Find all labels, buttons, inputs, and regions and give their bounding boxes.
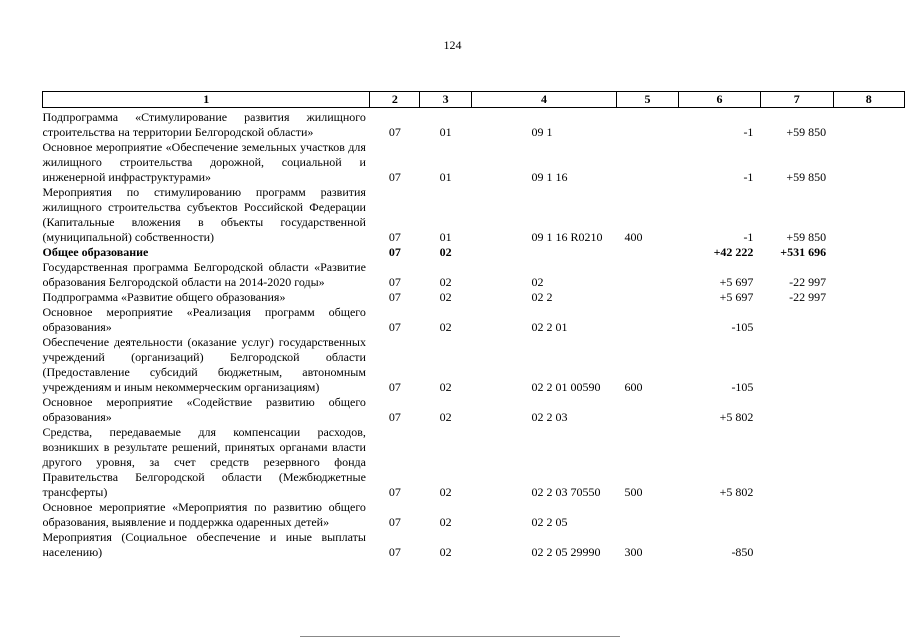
cell-s7: +59 850 — [786, 125, 827, 139]
cell-s7 — [760, 335, 833, 395]
cell-pr: 01 — [439, 125, 452, 139]
table-row — [43, 260, 905, 290]
cell-s8 — [833, 425, 904, 500]
cell-csr: 02 2 01 — [531, 320, 568, 334]
cell-csr: 02 2 03 — [531, 410, 568, 424]
cell-name: Основное мероприятие «Обеспечение земельных участков для жилищного строительства дорожной, социальной и инженерной инфраструктурами» — [42, 140, 366, 184]
cell-s8 — [833, 335, 904, 395]
cell-s6 — [678, 500, 760, 530]
column-header: 7 — [760, 92, 833, 108]
cell-s8 — [833, 305, 904, 335]
cell-s7 — [760, 425, 833, 500]
column-header: 2 — [370, 92, 420, 108]
cell-vr — [617, 260, 679, 290]
cell-csr: 02 2 — [531, 290, 553, 304]
cell-name: Подпрограмма «Стимулирование развития жилищного строительства на территории Белгородской области» — [42, 110, 366, 139]
table-row — [43, 108, 905, 141]
cell-s8 — [833, 290, 904, 305]
cell-s8 — [833, 108, 904, 141]
cell-s6: +5 802 — [719, 485, 754, 499]
cell-s7 — [760, 395, 833, 425]
table-row — [43, 290, 905, 305]
table-row — [43, 305, 905, 335]
cell-csr: 02 2 05 29990 — [531, 545, 601, 559]
cell-name: Общее образование — [42, 245, 149, 259]
cell-csr: 09 1 16 — [531, 170, 568, 184]
column-header: 4 — [472, 92, 617, 108]
column-header: 8 — [833, 92, 904, 108]
cell-name: Обеспечение деятельности (оказание услуг) государственных учреждений (организаций) Белгородской области (Предоставление субсидий бюджетным, автономным учреждениям и иным некоммерческим организациям) — [42, 335, 366, 394]
cell-vr: 600 — [624, 380, 643, 394]
cell-pr: 02 — [439, 485, 452, 499]
cell-rz: 07 — [388, 170, 401, 184]
cell-s8 — [833, 185, 904, 245]
bottom-rule — [300, 636, 620, 637]
cell-s6: -105 — [731, 320, 754, 334]
cell-name: Государственная программа Белгородской области «Развитие образования Белгородской области на 2014-2020 годы» — [42, 260, 366, 289]
table-row — [43, 245, 905, 260]
cell-name: Подпрограмма «Развитие общего образования» — [42, 290, 286, 304]
cell-rz: 07 — [388, 485, 401, 499]
cell-s8 — [833, 260, 904, 290]
cell-vr: 300 — [624, 545, 643, 559]
cell-csr: 09 1 — [531, 125, 553, 139]
cell-s6: -1 — [743, 170, 754, 184]
table-row — [43, 425, 905, 500]
cell-rz: 07 — [388, 380, 401, 394]
column-header: 6 — [678, 92, 760, 108]
table-body — [43, 108, 905, 561]
cell-csr: 02 2 03 70550 — [531, 485, 601, 499]
cell-s6: -105 — [731, 380, 754, 394]
cell-name: Основное мероприятие «Мероприятия по развитию общего образования, выявление и поддержка одаренных детей» — [42, 500, 366, 529]
cell-s6: -1 — [743, 125, 754, 139]
cell-vr — [617, 290, 679, 305]
cell-s8 — [833, 140, 904, 185]
table-row — [43, 335, 905, 395]
cell-pr: 02 — [439, 410, 452, 424]
cell-rz: 07 — [388, 230, 401, 244]
cell-name: Средства, передаваемые для компенсации расходов, возникших в результате решений, принятых органами власти другого уровня, за счет средств резервного фонда Правительства Белгородской области (Межбюджетные трансферты) — [42, 425, 366, 499]
cell-vr — [617, 395, 679, 425]
cell-csr: 02 2 01 00590 — [531, 380, 601, 394]
cell-rz: 07 — [388, 410, 401, 424]
table-row — [43, 185, 905, 245]
cell-s6: -850 — [731, 545, 754, 559]
cell-s8 — [833, 395, 904, 425]
column-header: 1 — [43, 92, 370, 108]
cell-csr — [472, 245, 617, 260]
cell-s7: +531 696 — [780, 245, 827, 259]
cell-s8 — [833, 500, 904, 530]
cell-pr: 01 — [439, 230, 452, 244]
cell-vr — [617, 245, 679, 260]
column-header: 3 — [420, 92, 472, 108]
cell-s6: +5 697 — [719, 275, 754, 289]
cell-vr — [617, 305, 679, 335]
cell-vr — [617, 500, 679, 530]
table-row — [43, 395, 905, 425]
table-header-row — [43, 92, 905, 108]
cell-pr: 02 — [439, 245, 452, 259]
cell-vr: 400 — [624, 230, 643, 244]
cell-s7 — [760, 500, 833, 530]
cell-rz: 07 — [388, 515, 401, 529]
cell-s7 — [760, 530, 833, 560]
budget-table — [42, 91, 905, 560]
cell-s7: +59 850 — [786, 230, 827, 244]
cell-rz: 07 — [388, 320, 401, 334]
cell-s8 — [833, 245, 904, 260]
cell-name: Мероприятия (Социальное обеспечение и иные выплаты населению) — [42, 530, 366, 559]
cell-s6: -1 — [743, 230, 754, 244]
cell-s7: +59 850 — [786, 170, 827, 184]
cell-s7 — [760, 305, 833, 335]
cell-s6: +42 222 — [713, 245, 754, 259]
cell-s6: +5 802 — [719, 410, 754, 424]
cell-rz: 07 — [388, 290, 401, 304]
cell-vr — [617, 140, 679, 185]
cell-name: Мероприятия по стимулированию программ развития жилищного строительства субъектов Российской Федерации (Капитальные вложения в объекты государственной (муниципальной) собственности) — [42, 185, 366, 244]
cell-s7: -22 997 — [789, 275, 827, 289]
cell-rz: 07 — [388, 545, 401, 559]
table-row — [43, 140, 905, 185]
cell-csr: 02 2 05 — [531, 515, 568, 529]
cell-s6: +5 697 — [719, 290, 754, 304]
cell-pr: 02 — [439, 380, 452, 394]
cell-vr — [617, 108, 679, 141]
cell-s8 — [833, 530, 904, 560]
table-row — [43, 500, 905, 530]
cell-csr: 09 1 16 R0210 — [531, 230, 603, 244]
table-row — [43, 530, 905, 560]
cell-pr: 02 — [439, 320, 452, 334]
cell-rz: 07 — [388, 245, 401, 259]
cell-pr: 01 — [439, 170, 452, 184]
cell-s7: -22 997 — [789, 290, 827, 304]
column-header: 5 — [617, 92, 679, 108]
cell-pr: 02 — [439, 515, 452, 529]
cell-pr: 02 — [439, 290, 452, 304]
cell-rz: 07 — [388, 125, 401, 139]
cell-rz: 07 — [388, 275, 401, 289]
cell-name: Основное мероприятие «Содействие развитию общего образования» — [42, 395, 366, 424]
page-number: 124 — [443, 38, 462, 52]
cell-vr: 500 — [624, 485, 643, 499]
cell-csr: 02 — [531, 275, 544, 289]
cell-name: Основное мероприятие «Реализация программ общего образования» — [42, 305, 366, 334]
cell-pr: 02 — [439, 545, 452, 559]
cell-pr: 02 — [439, 275, 452, 289]
